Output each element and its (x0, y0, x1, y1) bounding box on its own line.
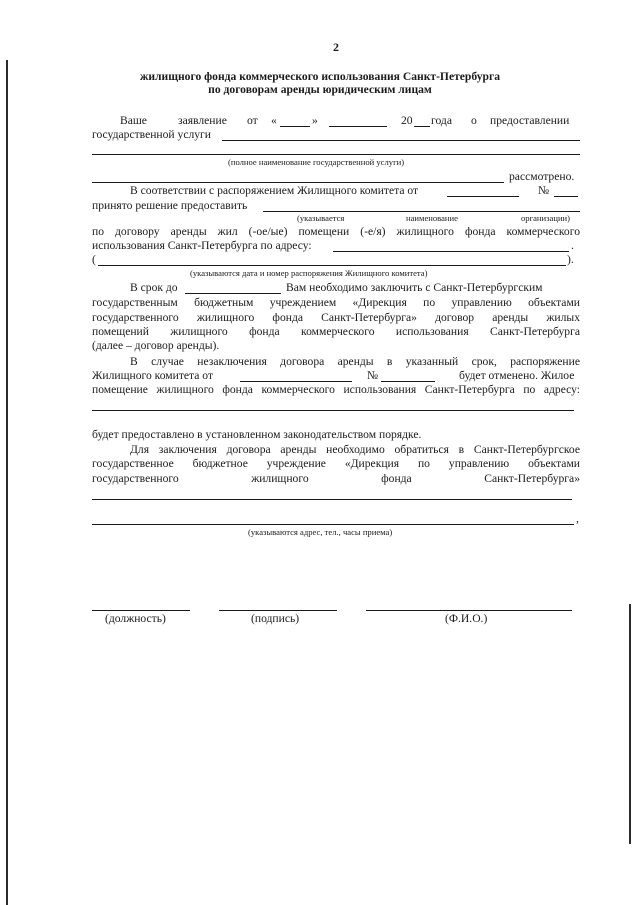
p5: будет предоставлено в установленном законодательством порядке. (92, 428, 422, 441)
revocation-number-line (381, 381, 435, 382)
date-year-line (414, 126, 430, 127)
p2-line-4: использования Санкт-Петербурга по адресу: (92, 239, 312, 252)
p3-line-2: государственным бюджетным учреждением «Дирекция по управлению объектами (92, 296, 580, 309)
address-line-2 (92, 410, 574, 411)
p1-word-9: предоставлении (490, 114, 570, 127)
deadline-line (185, 293, 281, 294)
hint-order: (указываются дата и номер распоряжения Жилищного комитета) (190, 268, 428, 278)
p2-line-5a: ( (92, 253, 96, 266)
p4-line-1: В случае незаключения договора аренды в указанный срок, распоряжение (130, 355, 580, 368)
p3-line-4: помещений жилищного фонда коммерческого использования Санкт-Петербурга (92, 325, 580, 338)
p3-line-5: (далее – договор аренды). (92, 339, 220, 352)
order-number-line (554, 196, 578, 197)
p3-line-1a: В срок до (130, 281, 178, 294)
sig-sign-label: (подпись) (251, 612, 300, 625)
sig-position-label: (должность) (105, 612, 166, 625)
page-number: 2 (333, 40, 339, 54)
p1-word-4: « (271, 114, 277, 127)
p3-line-3: государственного жилищного фонда Санкт-Петербурга» договор аренды жилых (92, 311, 580, 324)
sig-name-label: (Ф.И.О.) (445, 612, 488, 625)
p2-line-1b: № (538, 184, 550, 197)
service-name-line-2 (92, 154, 580, 155)
order-details-line (98, 265, 566, 266)
p4-line-2a: Жилищного комитета от (92, 369, 214, 382)
p4-line-2c: будет отменено. Жилое (459, 369, 575, 382)
scan-edge-left (6, 60, 8, 905)
contact-line-1 (92, 499, 572, 500)
hint-org-3: организации) (521, 213, 570, 223)
organization-line (263, 211, 580, 212)
service-name-line-1 (222, 140, 580, 141)
p2-line-2: принято решение предоставить (92, 199, 248, 212)
sign-line (219, 610, 337, 611)
p2-line-5b: ). (567, 253, 574, 266)
p4-line-3: помещение жилищного фонда коммерческого использования Санкт-Петербурга по адресу: (92, 383, 580, 396)
p6-end: , (576, 512, 579, 525)
p1-word-1: Ваше (120, 114, 147, 127)
p2-line-3: по договору аренды жил (-ое/ые) помещени (-е/я) жилищного фонда коммерческого (92, 225, 580, 238)
p4-line-2b: № (367, 369, 379, 382)
p1-word-5: » (312, 114, 318, 127)
p3-line-1b: Вам необходимо заключить с Санкт-Петербургским (286, 281, 543, 294)
p1-line-2: государственной услуги (92, 128, 212, 141)
hint-org-2: наименование (406, 213, 458, 223)
heading-line-2: по договорам аренды юридическим лицам (208, 83, 432, 96)
hint-org-1: (указывается (297, 213, 345, 223)
position-line (92, 610, 190, 611)
revocation-date-line (240, 381, 352, 382)
p1-word-6: 20 (401, 114, 413, 127)
address-line-1 (333, 251, 569, 252)
p6-line-1: Для заключения договора аренды необходимо обратиться в Санкт-Петербургское (130, 443, 580, 456)
date-day-line (280, 126, 310, 127)
p1-word-7: года (431, 114, 452, 127)
order-date-line (447, 196, 519, 197)
scan-edge-right (629, 604, 631, 844)
hint-address: (указываются адрес, тел., часы приема) (248, 527, 393, 537)
service-name-line-3 (92, 182, 504, 183)
p1-word-8: о (471, 114, 477, 127)
hint-service: (полное наименование государственной услуги) (228, 157, 405, 167)
p6-line-3: государственного жилищного фонда Санкт-Петербурга» (92, 472, 580, 485)
contact-line-2 (92, 524, 574, 525)
heading-line-1: жилищного фонда коммерческого использования Санкт-Петербурга (139, 70, 501, 83)
name-line (366, 610, 572, 611)
p1-word-3: от (247, 114, 258, 127)
p2-line-4-end: . (571, 239, 574, 252)
date-month-line (329, 126, 387, 127)
p1-word-2: заявление (178, 114, 227, 127)
p6-line-2: государственное бюджетное учреждение «Дирекция по управлению объектами (92, 457, 580, 470)
reviewed: рассмотрено. (509, 170, 575, 183)
p2-line-1a: В соответствии с распоряжением Жилищного комитета от (130, 184, 419, 197)
